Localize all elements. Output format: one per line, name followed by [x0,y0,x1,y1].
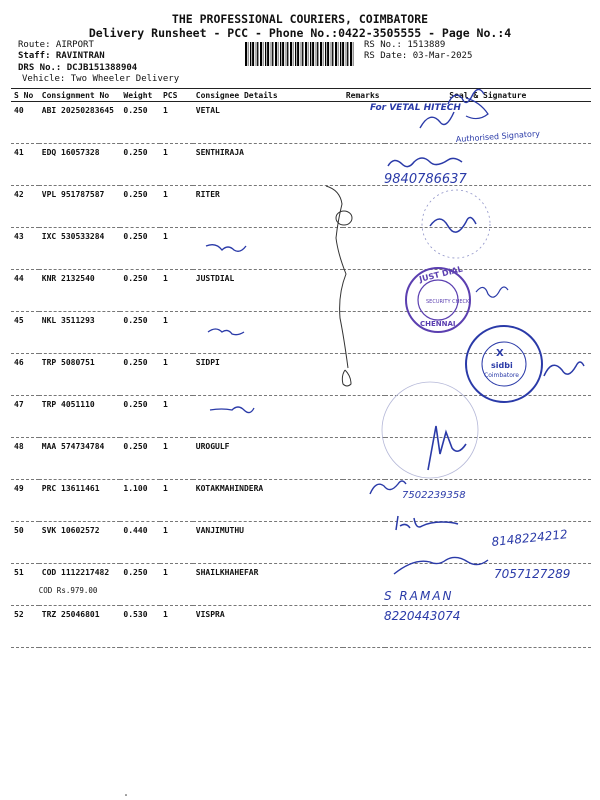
cell-remarks [343,522,385,564]
cell-pcs: 1 [160,522,193,564]
cell-sno: 47 [11,396,39,438]
cell-sno: 42 [11,186,39,228]
cell-consignee: VANJIMUTHU [193,522,343,564]
col-header-remarks: Remarks [343,89,385,102]
cell-consignee: KOTAKMAHINDERA [193,480,343,522]
name-52-handwritten: S RAMAN [384,589,454,603]
cell-sno: 41 [11,144,39,186]
cod-amount-note: COD Rs.979.00 [38,586,98,595]
cell-signature [385,144,591,186]
cell-consignment: TRP 4051110 [39,396,121,438]
cell-weight: 0.250 [120,438,160,480]
cell-consignment: TRP 5080751 [39,354,121,396]
rs-date: RS Date: 03-Mar-2025 [364,51,473,61]
sidbi-stamp-city-text: Coimbatore [484,372,519,379]
table-row [11,522,591,564]
company-title: THE PROFESSIONAL COURIERS, COIMBATORE [171,12,429,26]
cell-consignee: RITER [193,186,343,228]
cell-consignee: SHAILKHAHEFAR [193,564,343,606]
cell-remarks [343,144,385,186]
table-row [11,228,591,270]
cell-signature [385,522,591,564]
cell-consignment: MAA 574734784 [39,438,121,480]
cell-weight: 0.250 [120,270,160,312]
cell-remarks [343,312,385,354]
phone-41-handwritten: 9840786637 [384,172,467,187]
cell-consignment: ABI 20250283645 [39,102,121,144]
cell-signature [385,312,591,354]
cell-signature [385,186,591,228]
phone-50-handwritten: 8148224212 [490,527,569,549]
cell-weight: 1.100 [120,480,160,522]
rs-number: RS No.: 1513889 [364,40,446,50]
table-row [11,186,591,228]
cell-consignment: TRZ 25046801 [39,606,121,648]
cell-weight: 0.250 [120,102,160,144]
cell-pcs: 1 [160,228,193,270]
cell-consignee: SENTHIRAJA [193,144,343,186]
col-header-weight: Weight [120,89,160,102]
cell-weight: 0.250 [120,396,160,438]
phone-49-handwritten: 7502239358 [402,490,466,501]
table-row [11,102,591,144]
cell-pcs: 1 [160,396,193,438]
drs-label: DRS No.: DCJB151388904 [18,63,138,73]
consignment-number: COD 1112217482 [41,568,110,577]
cell-consignment: KNR 2132540 [39,270,121,312]
cell-pcs: 1 [160,144,193,186]
cell-remarks [343,228,385,270]
justdial-stamp-bottom-text: CHENNAI [420,320,456,328]
cell-consignee [193,396,343,438]
table-row [11,480,591,522]
cell-sno: 50 [11,522,39,564]
cell-remarks [343,186,385,228]
cell-consignee: UROGULF [193,438,343,480]
table-row [11,438,591,480]
vehicle-label: Vehicle: Two Wheeler Delivery [22,74,180,84]
table-row [11,606,591,648]
cell-consignee [193,312,343,354]
cell-sno: 52 [11,606,39,648]
cell-consignee [193,228,343,270]
vetal-stamp-text: For VETAL HITECH [370,103,461,113]
cell-pcs: 1 [160,270,193,312]
cell-consignee: VISPRA [193,606,343,648]
cell-weight: 0.530 [120,606,160,648]
staff-label: Staff: RAVINTRAN [18,51,105,61]
cell-signature [385,102,591,144]
justdial-stamp-top-text: JUST DIAL [418,264,464,284]
cell-weight: 0.250 [120,144,160,186]
cell-signature [385,396,591,438]
table-row [11,564,591,606]
cell-consignment: SVK 10602572 [39,522,121,564]
cell-remarks [343,102,385,144]
cell-weight: 0.250 [120,228,160,270]
cell-sno: 40 [11,102,39,144]
cell-sno: 43 [11,228,39,270]
col-header-pcs: PCS [160,89,193,102]
cell-signature [385,480,591,522]
cell-consignment: VPL 951787587 [39,186,121,228]
table-row [11,270,591,312]
table-row [11,354,591,396]
runsheet-subtitle: Delivery Runsheet - PCC - Phone No.:0422-3505555 - Page No.:4 [88,26,512,40]
cell-pcs: 1 [160,312,193,354]
cell-sno: 45 [11,312,39,354]
cell-remarks [343,438,385,480]
cell-signature [385,606,591,648]
cell-pcs: 1 [160,480,193,522]
col-header-consignment: Consignment No [39,89,121,102]
cell-consignment: EDQ 16057328 [39,144,121,186]
cell-weight: 0.250 [120,354,160,396]
cell-sno: 46 [11,354,39,396]
phone-51-handwritten: 7057127289 [494,567,571,581]
cell-sno: 48 [11,438,39,480]
cell-sno: 51 [11,564,39,606]
cell-sno: 44 [11,270,39,312]
cell-signature [385,438,591,480]
delivery-table [11,88,591,648]
stray-dot-icon [125,794,127,796]
cell-remarks [343,480,385,522]
cell-consignment: IXC 530533284 [39,228,121,270]
barcode-icon [245,42,357,66]
table-row [11,312,591,354]
table-row [11,396,591,438]
justdial-stamp-center-text: SECURITY CHECK [426,299,470,305]
cell-consignment [39,564,121,606]
cell-signature [385,270,591,312]
cell-remarks [343,606,385,648]
table-header-row [11,89,591,102]
vetal-stamp-sig-text: Authorised Signatory [455,129,541,144]
sidbi-x-icon: X [496,348,504,359]
cell-weight: 0.250 [120,312,160,354]
cell-pcs: 1 [160,564,193,606]
cell-weight: 0.250 [120,564,160,606]
cell-sno: 49 [11,480,39,522]
cell-remarks [343,354,385,396]
cell-weight: 0.440 [120,522,160,564]
cell-remarks [343,396,385,438]
cell-consignee: JUSTDIAL [193,270,343,312]
cell-consignee: SIDPI [193,354,343,396]
cell-remarks [343,564,385,606]
cell-weight: 0.250 [120,186,160,228]
cell-pcs: 1 [160,606,193,648]
sidbi-stamp-name-text: sidbi [491,361,513,370]
phone-52-handwritten: 8220443074 [384,609,461,623]
cell-remarks [343,270,385,312]
cell-signature [385,564,591,606]
route-label: Route: AIRPORT [18,40,94,50]
cell-pcs: 1 [160,354,193,396]
cell-pcs: 1 [160,102,193,144]
cell-signature [385,228,591,270]
table-row [11,144,591,186]
cell-consignment: NKL 3511293 [39,312,121,354]
col-header-consignee: Consignee Details [193,89,343,102]
cell-pcs: 1 [160,438,193,480]
cell-consignment: PRC 13611461 [39,480,121,522]
cell-pcs: 1 [160,186,193,228]
col-header-signature: Seal & Signature [385,89,591,102]
cell-consignee: VETAL [193,102,343,144]
cell-signature [385,354,591,396]
col-header-sno: S No [11,89,39,102]
